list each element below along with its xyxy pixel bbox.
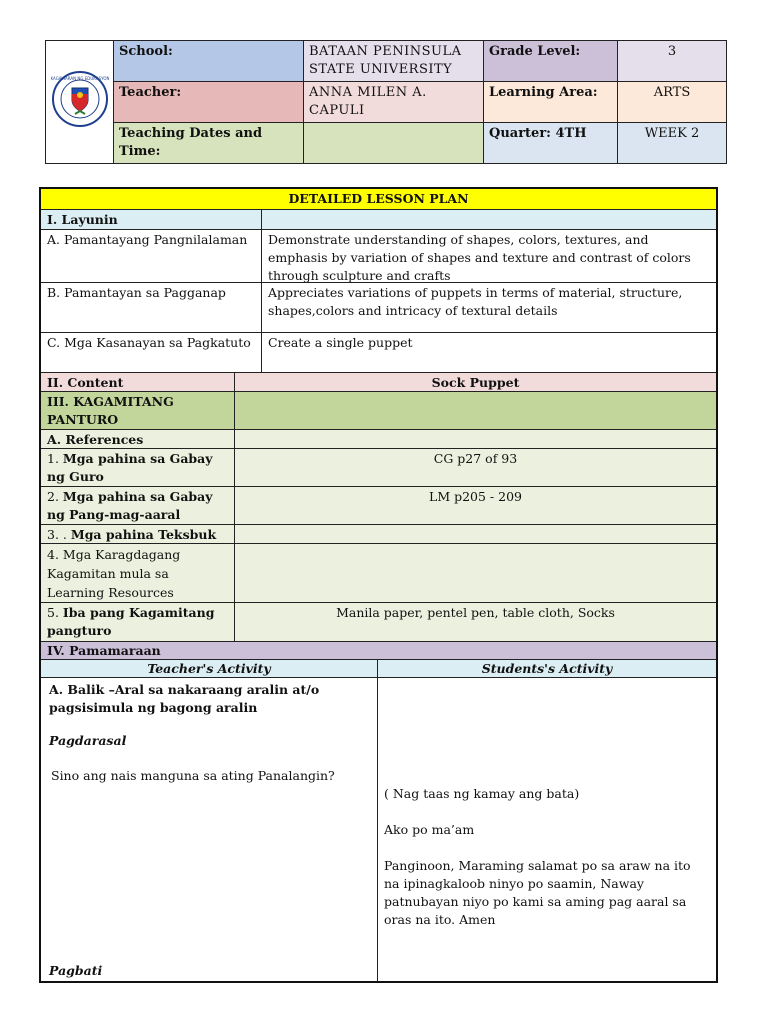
- learning-area-label: Learning Area:: [484, 82, 618, 123]
- layunin-row: [41, 209, 716, 229]
- objective-b-row: [41, 282, 716, 332]
- references-value: [234, 430, 716, 448]
- reference-1-row: [41, 448, 716, 486]
- content-row: [41, 372, 716, 391]
- quarter-label: Quarter: 4TH: [484, 123, 618, 164]
- reference-5-value: Manila paper, pentel pen, table cloth, Socks: [234, 603, 716, 641]
- plan-title-row: [41, 189, 716, 209]
- objective-b-value: Appreciates variations of puppets in terms of material, structure, shapes,colors and intricacy of textural details: [261, 283, 716, 332]
- reference-2-label: [41, 487, 234, 524]
- pamamaraan-row: [41, 641, 716, 659]
- students-activity-header: Students's Activity: [377, 660, 716, 677]
- deped-seal-logo: [46, 41, 114, 164]
- pagbati-heading: Pagbati: [49, 963, 103, 978]
- pamamaraan-label: IV. Pamamaraan: [47, 643, 161, 658]
- reference-4-row: [41, 543, 716, 602]
- reference-5-label: [41, 603, 234, 641]
- reference-3-label: [41, 525, 234, 543]
- layunin-label: I. Layunin: [47, 212, 118, 227]
- reference-2-text: Mga pahina sa Gabay ng Pang-mag-aaral: [47, 489, 213, 522]
- kagamitan-value: [234, 392, 716, 429]
- reference-2-row: [41, 486, 716, 524]
- reference-3-row: [41, 524, 716, 543]
- objective-a-row: [41, 229, 716, 282]
- student-prayer: Panginoon, Maraming salamat po sa araw na ito na ipinagkaloob ninyo po saamin, Naway patnubayan niyo po kami sa aming pag aaral sa oras na ito. Amen: [384, 858, 691, 927]
- student-action: ( Nag taas ng kamay ang bata): [384, 786, 580, 801]
- reference-1-label: [41, 449, 234, 486]
- reference-3-text: Mga pahina Teksbuk: [70, 527, 217, 542]
- reference-2-number: 2.: [47, 489, 59, 504]
- reference-5-number: 5.: [47, 605, 59, 620]
- reference-2-value: LM p205 - 209: [234, 487, 716, 524]
- plan-title: DETAILED LESSON PLAN: [288, 191, 469, 206]
- content-value: Sock Puppet: [234, 373, 716, 391]
- activity-header-row: [41, 659, 716, 677]
- activity-body-row: [41, 677, 716, 981]
- teaching-dates-label: Teaching Dates and Time:: [114, 123, 304, 164]
- week-value: WEEK 2: [618, 123, 727, 164]
- kagamitan-label: III. KAGAMITANG PANTURO: [47, 394, 174, 427]
- learning-area-value: ARTS: [618, 82, 727, 123]
- reference-3-value: [234, 525, 716, 543]
- school-label: School:: [114, 41, 304, 82]
- objective-c-value: Create a single puppet: [261, 333, 716, 372]
- balik-aral-heading: A. Balik –Aral sa nakaraang aralin at/o pagsisimula ng bagong aralin: [49, 682, 320, 715]
- reference-5-text: Iba pang Kagamitang pangturo: [47, 605, 215, 638]
- reference-1-text: Mga pahina sa Gabay ng Guro: [47, 451, 213, 484]
- grade-level-label: Grade Level:: [484, 41, 618, 82]
- objective-a-label: A. Pamantayang Pangnilalaman: [47, 232, 248, 247]
- teacher-activity-cell: [41, 678, 377, 981]
- pagdarasal-heading: Pagdarasal: [49, 733, 127, 748]
- student-reply: Ako po ma’am: [384, 822, 475, 837]
- students-activity-cell: [377, 678, 716, 981]
- objective-c-row: [41, 332, 716, 372]
- layunin-value: [261, 210, 716, 229]
- svg-text:KAGAWARAN NG EDUKASYON: KAGAWARAN NG EDUKASYON: [50, 76, 109, 81]
- reference-3-number: 3. .: [47, 527, 67, 542]
- teaching-dates-value: [304, 123, 484, 164]
- header-table: [45, 40, 727, 164]
- objective-c-label: C. Mga Kasanayan sa Pagkatuto: [47, 335, 251, 350]
- prayer-question: Sino ang nais manguna sa ating Panalangin?: [51, 768, 335, 783]
- reference-5-row: [41, 602, 716, 641]
- objective-b-label: B. Pamantayan sa Pagganap: [47, 285, 226, 300]
- school-value: BATAAN PENINSULA STATE UNIVERSITY: [304, 41, 484, 82]
- reference-4-label: 4. Mga Karagdagang Kagamitan mula sa Learning Resources: [47, 547, 181, 600]
- teacher-label: Teacher:: [114, 82, 304, 123]
- lesson-plan-table: [39, 187, 718, 983]
- objective-a-value: Demonstrate understanding of shapes, colors, textures, and emphasis by variation of shapes and texture and contrast of colors through sculpture and crafts: [261, 230, 716, 282]
- kagamitan-row: [41, 391, 716, 429]
- content-label: II. Content: [47, 375, 124, 390]
- references-label: A. References: [47, 432, 144, 447]
- grade-level-value: 3: [618, 41, 727, 82]
- teacher-activity-header: Teacher's Activity: [147, 661, 271, 676]
- reference-4-value: [234, 544, 716, 602]
- reference-1-number: 1.: [47, 451, 59, 466]
- reference-1-value: CG p27 of 93: [234, 449, 716, 486]
- teacher-value: ANNA MILEN A. CAPULI: [304, 82, 484, 123]
- references-row: [41, 429, 716, 448]
